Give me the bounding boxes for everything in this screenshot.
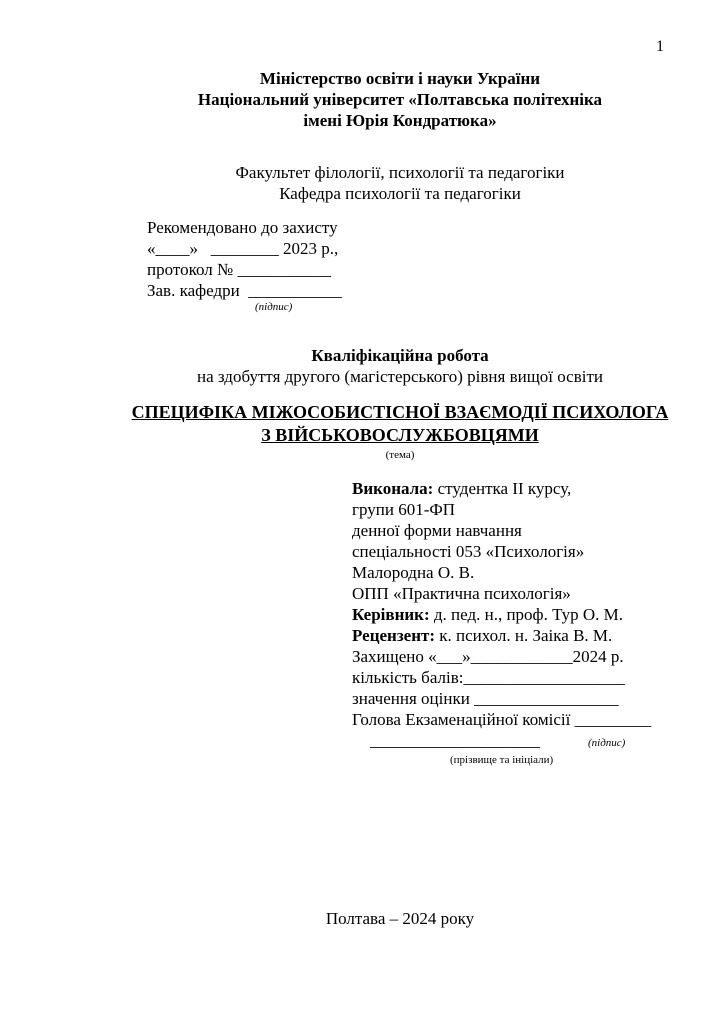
recommendation-date-line: «____» ________ 2023 р.,	[147, 239, 339, 258]
thesis-title-line-2: З ВІЙСЬКОВОСЛУЖБОВЦЯМИ	[261, 425, 539, 445]
supervisor-label: Керівник:	[352, 605, 430, 624]
department-head-line: Зав. кафедри ___________	[147, 281, 342, 300]
recommendation-line-1: Рекомендовано до захисту	[147, 218, 338, 237]
points-line: кількість балів:___________________	[352, 668, 625, 687]
defended-line: Захищено «___»____________2024 р.	[352, 647, 624, 666]
grade-line: значення оцінки _________________	[352, 689, 619, 708]
student-name-line: Малородна О. В.	[352, 563, 475, 582]
university-line-1: Національний університет «Полтавська політехніка	[197, 90, 603, 109]
faculty-line: Факультет філології, психології та педагогіки	[235, 163, 565, 182]
details-block	[352, 478, 712, 767]
reviewer-line	[352, 625, 712, 646]
degree-line: на здобуття другого (магістерського) рівня вищої освіти	[197, 367, 603, 386]
supervisor-value: д. пед. н., проф. Тур О. М.	[429, 605, 623, 624]
recommendation-block	[147, 217, 342, 314]
thesis-title	[110, 401, 690, 447]
page-number: 1	[656, 38, 664, 55]
program-line: ОПП «Практична психологія»	[352, 584, 571, 603]
performer-label: Виконала:	[352, 479, 434, 498]
signature-caption: (підпис)	[255, 301, 293, 313]
ministry-line: Міністерство освіти і науки України	[259, 69, 541, 88]
work-type-line: Кваліфікаційна робота	[311, 346, 489, 365]
speciality-line: спеціальності 053 «Психологія»	[352, 542, 585, 561]
performer-value: студентка ІІ курсу,	[433, 479, 572, 498]
signature-caption: (підпис)	[588, 737, 626, 749]
protocol-number-line: протокол № ___________	[147, 260, 331, 279]
document-header	[110, 68, 690, 204]
name-caption: (прізвище та ініціали)	[450, 754, 554, 766]
city-year-line: Полтава – 2024 року	[325, 909, 475, 928]
faculty-block	[110, 162, 690, 204]
group-line: групи 601-ФП	[352, 500, 456, 519]
study-form-line: денної форми навчання	[352, 521, 522, 540]
thesis-title-line-1: СПЕЦИФІКА МІЖОСОБИСТІСНОЇ ВЗАЄМОДІЇ ПСИХОЛОГА	[131, 402, 669, 422]
university-line-2: імені Юрія Кондратюка»	[303, 111, 497, 130]
reviewer-label: Рецензент:	[352, 626, 436, 645]
work-block	[110, 345, 690, 462]
title-caption: (тема)	[385, 449, 415, 461]
name-blank-line: ____________________	[370, 731, 540, 750]
signature-row	[352, 730, 712, 754]
commission-head-line: Голова Екзаменаційної комісії _________	[352, 710, 652, 729]
department-line: Кафедра психології та педагогіки	[279, 184, 521, 203]
supervisor-line	[352, 604, 712, 625]
performer-line	[352, 478, 712, 499]
institution-block	[110, 68, 690, 131]
reviewer-value: к. психол. н. Заіка В. М.	[435, 626, 613, 645]
